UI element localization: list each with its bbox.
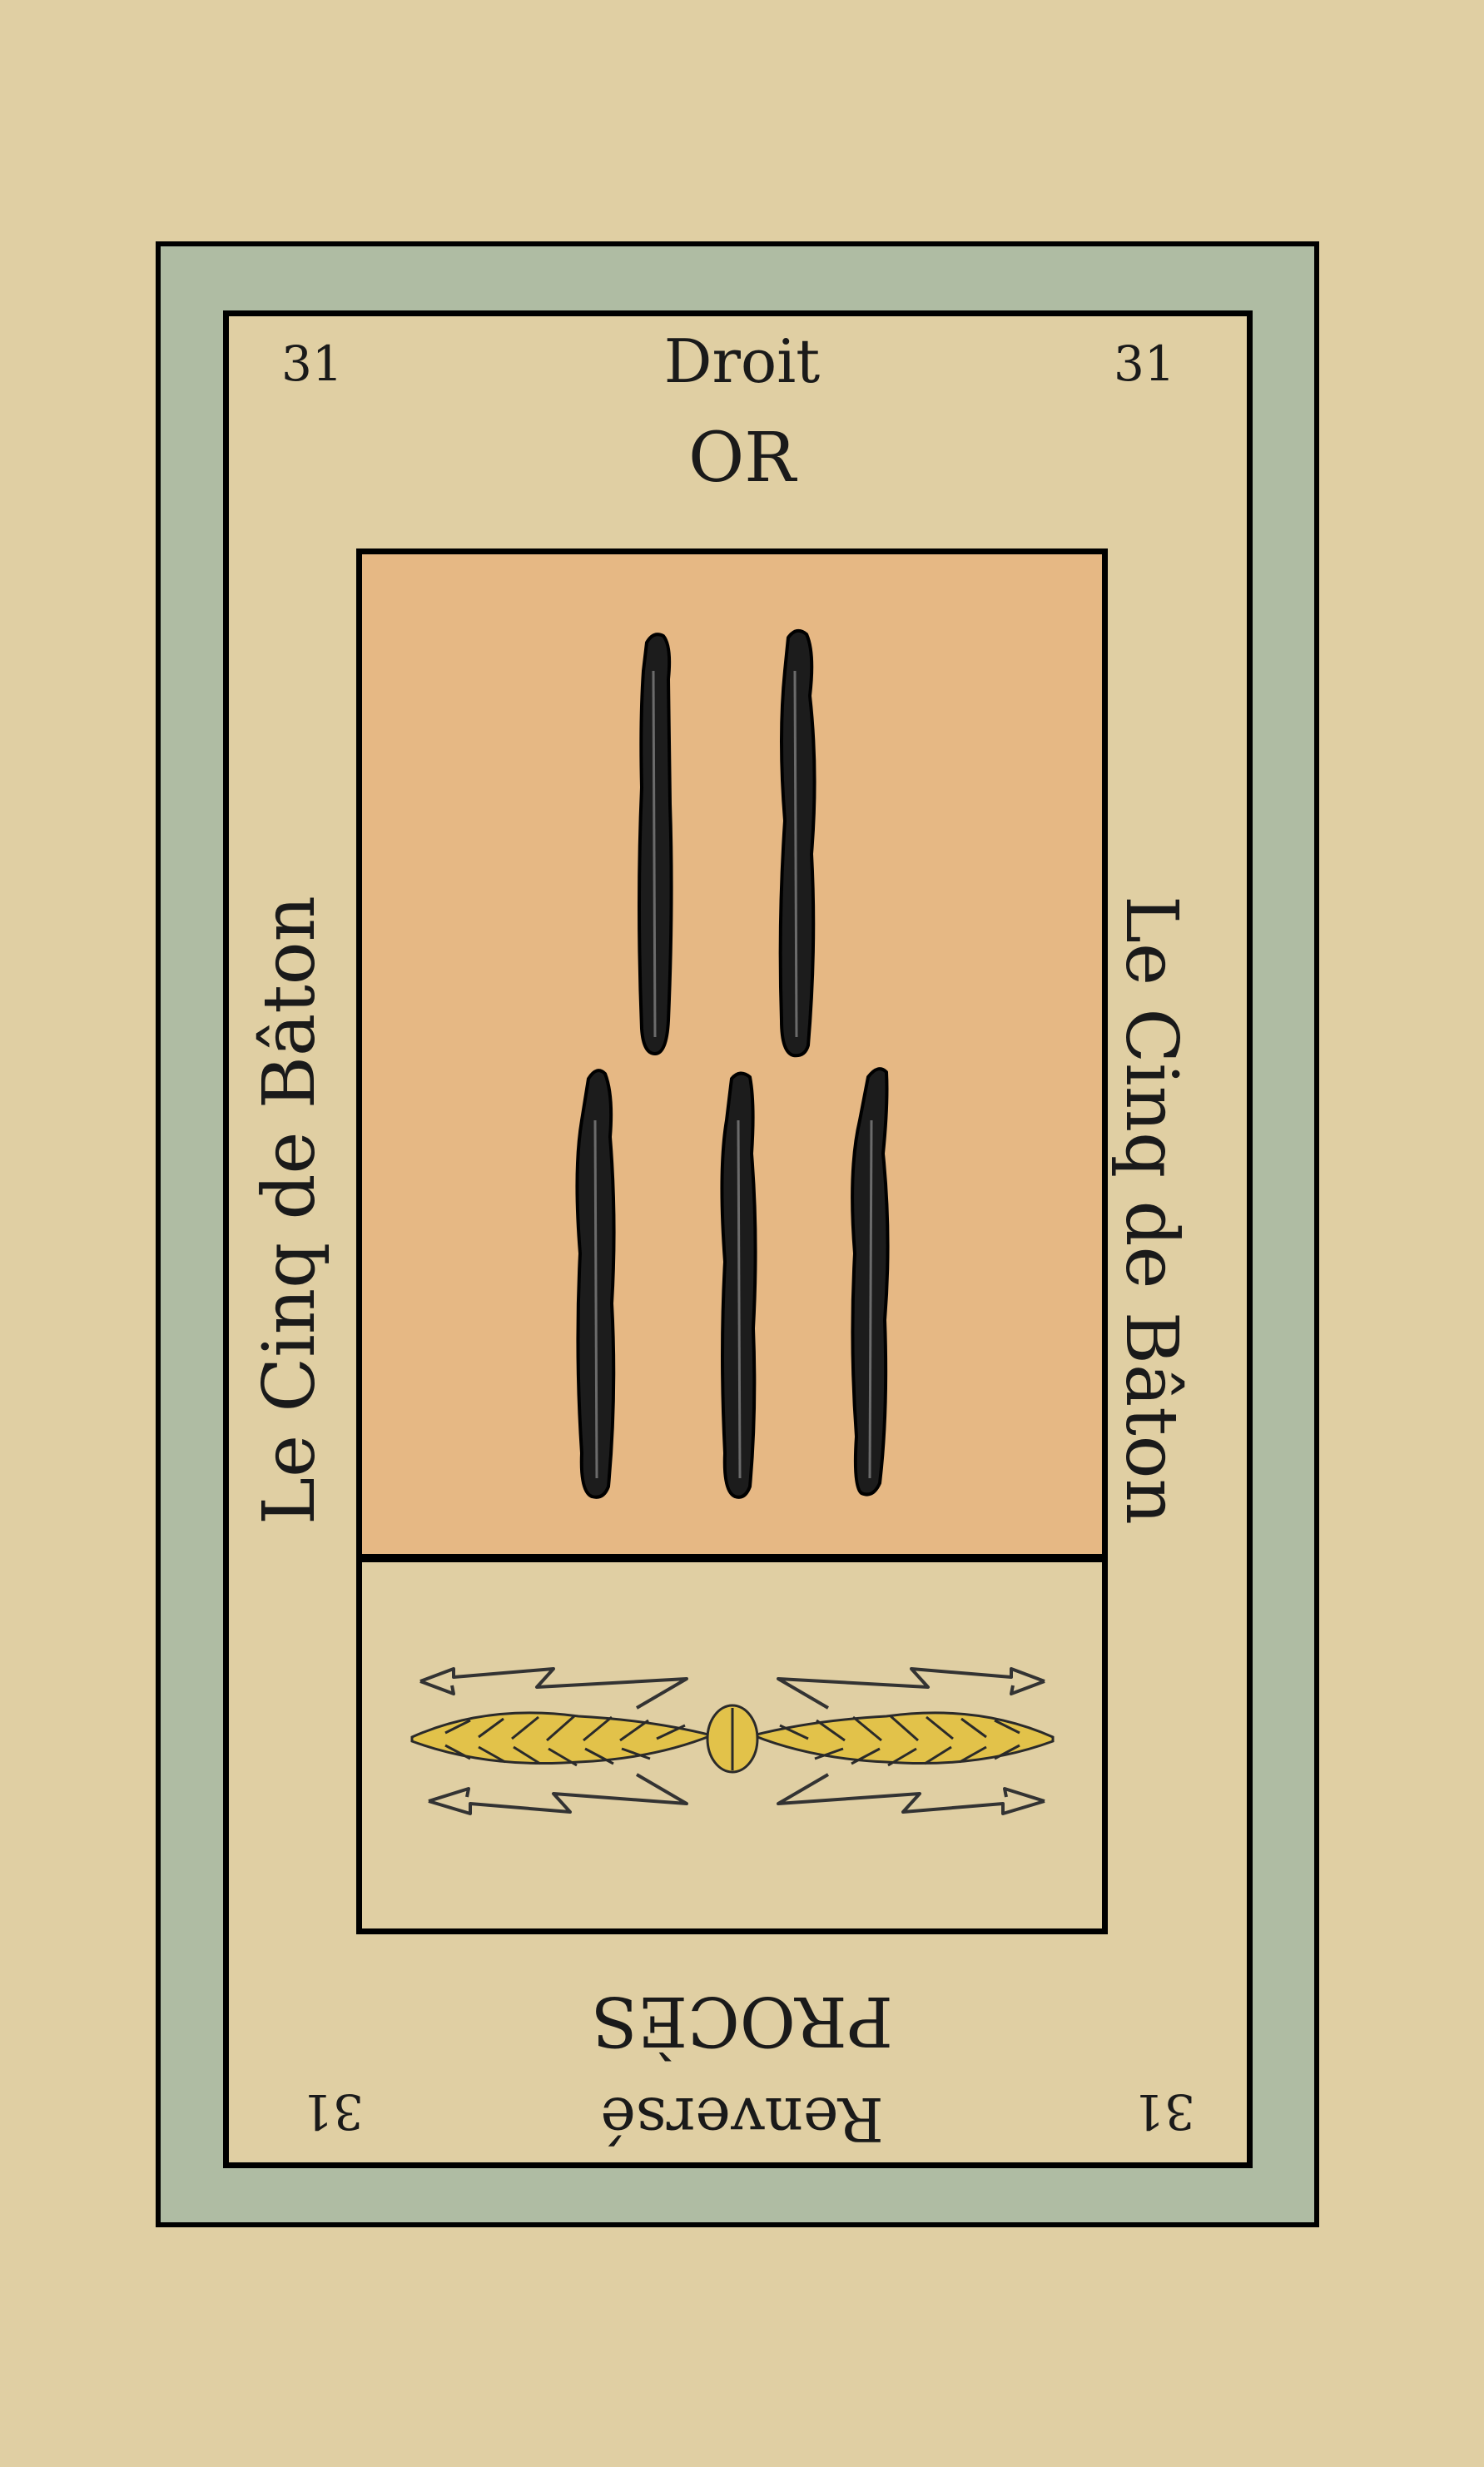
upright-label: Droit — [663, 326, 821, 396]
lightning-top-left — [420, 1669, 687, 1708]
card-number-top-left: 31 — [281, 335, 343, 392]
card-number-bottom-left: 31 — [302, 2083, 364, 2140]
card-name-right: Le Cinq de Bâton — [1109, 896, 1193, 1525]
laurel-lightning-emblem-icon — [362, 1562, 1102, 1928]
baton-illustration — [356, 548, 1108, 1560]
card-name-left: Le Cinq de Bâton — [248, 896, 331, 1525]
reversed-label: Renversé — [600, 2084, 884, 2154]
card-number-top-right: 31 — [1114, 335, 1175, 392]
reversed-meaning: PROCÈS — [591, 1981, 893, 2060]
emblem-panel — [356, 1556, 1108, 1934]
lightning-top-right — [778, 1669, 1045, 1708]
five-baton-sticks-icon — [362, 554, 1102, 1554]
upright-meaning: OR — [688, 419, 796, 498]
card-number-bottom-right: 31 — [1134, 2083, 1195, 2140]
